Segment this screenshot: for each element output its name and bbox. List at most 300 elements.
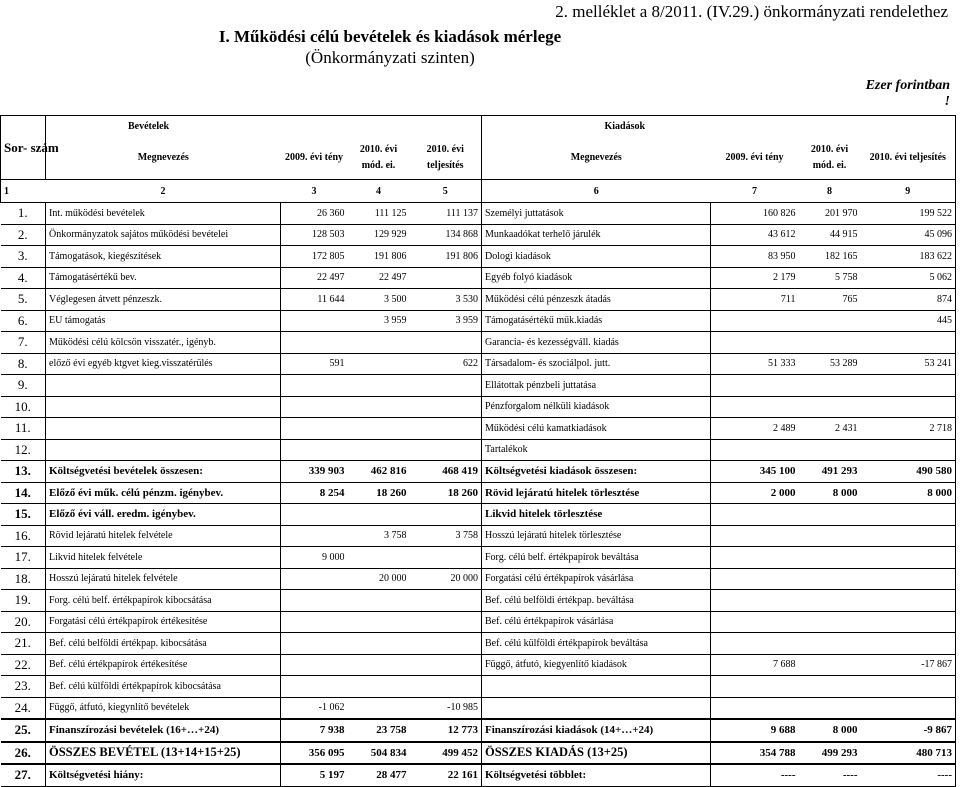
revenue-2009-value	[281, 654, 348, 676]
revenue-2010-telj-value	[410, 633, 482, 655]
revenue-2009-value	[281, 310, 348, 332]
revenue-2010-mod-value	[348, 547, 410, 569]
revenue-name: Támogatásértékű bev.	[46, 267, 281, 289]
expense-2010-telj-value	[861, 439, 956, 461]
expense-name	[482, 676, 711, 698]
expense-name: Bef. célú külföldi értékpapírok beváltása	[482, 633, 711, 655]
revenue-2009-value: 22 497	[281, 267, 348, 289]
expense-2009-value	[711, 504, 799, 526]
revenue-2010-mod-value: 23 758	[348, 719, 410, 742]
expense-2010-mod-value: 491 293	[799, 461, 861, 483]
revenue-name: Hosszú lejáratú hitelek felvétele	[46, 568, 281, 590]
expense-2010-telj-value	[861, 396, 956, 418]
revenue-2010-telj-value	[410, 267, 482, 289]
expense-name: Finanszírozási kiadások (14+…+24)	[482, 719, 711, 742]
expense-2010-mod-value	[799, 568, 861, 590]
row-number: 12.	[1, 439, 46, 461]
revenue-2010-telj-value: 499 452	[410, 742, 482, 765]
table-row	[1, 203, 956, 225]
expense-name: Bef. célú értékpapírok vásárlása	[482, 611, 711, 633]
revenue-2010-mod-value	[348, 654, 410, 676]
expense-2010-telj-value: 5 062	[861, 267, 956, 289]
revenue-2010-telj-value: 111 137	[410, 203, 482, 225]
expense-name: Működési célú pénzeszk átadás	[482, 289, 711, 311]
revenue-2010-mod-value	[348, 633, 410, 655]
expense-group-header: Kiadások	[482, 116, 711, 137]
col-index: 8	[799, 180, 861, 203]
revenue-2010-telj-value: 134 868	[410, 224, 482, 246]
row-number: 18.	[1, 568, 46, 590]
table-row	[1, 719, 956, 742]
revenue-2010-telj-value: 3 530	[410, 289, 482, 311]
unit-text: Ezer forintban	[865, 78, 950, 93]
revenue-2010-mod-value	[348, 332, 410, 354]
table-row	[1, 697, 956, 719]
table-row	[1, 289, 956, 311]
expense-2010-telj-value	[861, 633, 956, 655]
revenue-name: Működési célú kölcsön visszatér., igényb.	[46, 332, 281, 354]
row-number: 15.	[1, 504, 46, 526]
revenue-name: Előző évi műk. célú pénzm. igénybev.	[46, 482, 281, 504]
revenue-2009-value	[281, 590, 348, 612]
revenue-name: Forgatási célú értékpapírok értékesítése	[46, 611, 281, 633]
expense-2009-value: 43 612	[711, 224, 799, 246]
revenue-2010-telj-value	[410, 676, 482, 698]
revenue-name	[46, 396, 281, 418]
revenue-2009-value	[281, 633, 348, 655]
expense-name: Forg. célú belf. értékpapírok beváltása	[482, 547, 711, 569]
unit-mark: !	[944, 94, 950, 109]
table-row	[1, 353, 956, 375]
revenue-2010-mod-value: 3 758	[348, 525, 410, 547]
row-number: 8.	[1, 353, 46, 375]
revenue-2009-value: 356 095	[281, 742, 348, 765]
table-row	[1, 590, 956, 612]
expense-2010-telj-value	[861, 676, 956, 698]
revenue-2009-value	[281, 396, 348, 418]
expense-name: Függő, átfutó, kiegyenlítő kiadások	[482, 654, 711, 676]
row-number: 25.	[1, 719, 46, 742]
table-row	[1, 676, 956, 698]
revenue-2009-value: 339 903	[281, 461, 348, 483]
row-number: 20.	[1, 611, 46, 633]
row-number: 21.	[1, 633, 46, 655]
row-number: 3.	[1, 246, 46, 268]
expense-name: Garancia- és kezességváll. kiadás	[482, 332, 711, 354]
col-index: 4	[348, 180, 410, 203]
expense-2010-mod-value: 201 970	[799, 203, 861, 225]
row-number: 9.	[1, 375, 46, 397]
revenue-2010-mod-value	[348, 439, 410, 461]
expense-2009-value	[711, 547, 799, 569]
expense-2009-value: 51 333	[711, 353, 799, 375]
row-number: 5.	[1, 289, 46, 311]
row-number: 11.	[1, 418, 46, 440]
expense-2009-value: 2 000	[711, 482, 799, 504]
expense-name: Működési célú kamatkiadások	[482, 418, 711, 440]
revenue-name	[46, 439, 281, 461]
revenue-name: Önkormányzatok sajátos működési bevételei	[46, 224, 281, 246]
revenue-2010-telj-value	[410, 504, 482, 526]
expense-2009-value	[711, 310, 799, 332]
table-row	[1, 742, 956, 765]
row-number: 14.	[1, 482, 46, 504]
col-index: 9	[861, 180, 956, 203]
expense-2010-telj-value	[861, 590, 956, 612]
revenue-name	[46, 418, 281, 440]
revenue-2010-telj-value: 622	[410, 353, 482, 375]
revenue-2009-value	[281, 611, 348, 633]
expense-2010-telj-value: 183 622	[861, 246, 956, 268]
expense-2010-telj-value: 2 718	[861, 418, 956, 440]
revenue-2010-mod-value: 3 959	[348, 310, 410, 332]
expense-name: Pénzforgalom nélküli kiadások	[482, 396, 711, 418]
exp-2010-telj-header: 2010. évi teljesítés	[861, 136, 956, 180]
expense-2010-mod-value	[799, 332, 861, 354]
revenue-2009-value: 8 254	[281, 482, 348, 504]
revenue-2009-value	[281, 418, 348, 440]
header-group-row	[1, 116, 956, 137]
expense-2010-telj-value	[861, 375, 956, 397]
revenue-2010-telj-value	[410, 547, 482, 569]
expense-2010-mod-value	[799, 611, 861, 633]
expense-2010-mod-value: 44 915	[799, 224, 861, 246]
revenue-2009-value	[281, 568, 348, 590]
expense-2010-telj-value: 53 241	[861, 353, 956, 375]
expense-2010-mod-value: 8 000	[799, 482, 861, 504]
expense-2010-mod-value	[799, 654, 861, 676]
revenue-name: Likvid hitelek felvétele	[46, 547, 281, 569]
expense-2009-value: 345 100	[711, 461, 799, 483]
expense-2010-mod-value: 499 293	[799, 742, 861, 765]
revenue-name: Rövid lejáratú hitelek felvétele	[46, 525, 281, 547]
revenue-name: Véglegesen átvett pénzeszk.	[46, 289, 281, 311]
revenue-2010-mod-value	[348, 418, 410, 440]
revenue-name: Bef. célú értékpapírok értékesítése	[46, 654, 281, 676]
revenue-2010-mod-value: 191 806	[348, 246, 410, 268]
expense-2010-telj-value	[861, 547, 956, 569]
table-row	[1, 246, 956, 268]
table-row	[1, 461, 956, 483]
table-row	[1, 633, 956, 655]
revenue-2010-telj-value	[410, 590, 482, 612]
expense-2010-mod-value	[799, 525, 861, 547]
expense-2010-mod-value: 765	[799, 289, 861, 311]
revenue-2009-value: 7 938	[281, 719, 348, 742]
expense-2009-value: 711	[711, 289, 799, 311]
revenue-name: Függő, átfutó, kiegynlítő bevételek	[46, 697, 281, 719]
revenue-name: előző évi egyéb ktgvet kieg.visszatérülés	[46, 353, 281, 375]
revenue-name: Költségvetési bevételek összesen:	[46, 461, 281, 483]
row-number: 10.	[1, 396, 46, 418]
revenue-2010-telj-value: 18 260	[410, 482, 482, 504]
expense-2009-value: 354 788	[711, 742, 799, 765]
expense-name: Támogatásértékű műk.kiadás	[482, 310, 711, 332]
rev-2010-telj-header: 2010. évi teljesítés	[426, 143, 464, 171]
revenue-name: Finanszírozási bevételek (16+…+24)	[46, 719, 281, 742]
revenue-name: ÖSSZES BEVÉTEL (13+14+15+25)	[46, 742, 281, 765]
revenue-2009-value: 172 805	[281, 246, 348, 268]
revenue-name: Támogatások, kiegészítések	[46, 246, 281, 268]
expense-name: Rövid lejáratú hitelek törlesztése	[482, 482, 711, 504]
revenue-name: EU támogatás	[46, 310, 281, 332]
expense-2010-mod-value: 53 289	[799, 353, 861, 375]
revenue-2009-value: 11 644	[281, 289, 348, 311]
expense-2010-mod-value	[799, 697, 861, 719]
revenue-2010-telj-value: 468 419	[410, 461, 482, 483]
row-number: 22.	[1, 654, 46, 676]
expense-name: Költségvetési többlet:	[482, 764, 711, 786]
col-index: 2	[46, 180, 281, 203]
revenue-2010-telj-value: 191 806	[410, 246, 482, 268]
expense-2010-mod-value	[799, 310, 861, 332]
table-row	[1, 224, 956, 246]
revenue-2009-value: 591	[281, 353, 348, 375]
row-number: 13.	[1, 461, 46, 483]
row-number: 7.	[1, 332, 46, 354]
revenue-2010-telj-value	[410, 396, 482, 418]
row-number: 23.	[1, 676, 46, 698]
row-number: 16.	[1, 525, 46, 547]
revenue-2010-telj-value	[410, 439, 482, 461]
revenue-2009-value: 26 360	[281, 203, 348, 225]
expense-2010-telj-value	[861, 697, 956, 719]
revenue-2010-telj-value	[410, 654, 482, 676]
expense-name: Forgatási célú értékpapírok vásárlása	[482, 568, 711, 590]
revenue-2010-telj-value: 3 758	[410, 525, 482, 547]
expense-name: Dologi kiadások	[482, 246, 711, 268]
revenue-2009-value	[281, 676, 348, 698]
expense-2010-telj-value	[861, 611, 956, 633]
expense-2009-value	[711, 375, 799, 397]
revenue-2010-telj-value: -10 985	[410, 697, 482, 719]
expense-2009-value	[711, 611, 799, 633]
expense-name: Hosszú lejáratú hitelek törlesztése	[482, 525, 711, 547]
rev-2010-mod-header: 2010. évi mód. ei.	[359, 143, 398, 171]
expense-2010-telj-value: -9 867	[861, 719, 956, 742]
page-title: I. Működési célú bevételek és kiadások mérlege	[218, 27, 562, 46]
revenue-2010-mod-value: 18 260	[348, 482, 410, 504]
expense-2009-value	[711, 590, 799, 612]
expense-name: Egyéb folyó kiadások	[482, 267, 711, 289]
table-row	[1, 525, 956, 547]
table-row	[1, 654, 956, 676]
expense-2010-mod-value	[799, 504, 861, 526]
table-row	[1, 332, 956, 354]
expense-2009-value	[711, 676, 799, 698]
expense-2009-value: 160 826	[711, 203, 799, 225]
expense-2010-telj-value: 874	[861, 289, 956, 311]
row-number: 26.	[1, 742, 46, 765]
revenue-2009-value	[281, 504, 348, 526]
expense-2010-mod-value	[799, 375, 861, 397]
sorszam-header: Sor- szám	[1, 116, 46, 180]
expense-2009-value	[711, 439, 799, 461]
balance-table	[0, 115, 956, 787]
table-row	[1, 267, 956, 289]
expense-2010-mod-value	[799, 439, 861, 461]
expense-name: Társadalom- és szociálpol. jutt.	[482, 353, 711, 375]
col-index: 3	[281, 180, 348, 203]
expense-name: Személyi juttatások	[482, 203, 711, 225]
revenue-name: Előző évi váll. eredm. igénybev.	[46, 504, 281, 526]
revenue-2010-mod-value	[348, 504, 410, 526]
expense-2010-mod-value	[799, 676, 861, 698]
expense-2010-mod-value: 182 165	[799, 246, 861, 268]
expense-2009-value	[711, 525, 799, 547]
expense-2009-value: 7 688	[711, 654, 799, 676]
row-number: 17.	[1, 547, 46, 569]
row-number: 4.	[1, 267, 46, 289]
revenue-2010-telj-value	[410, 375, 482, 397]
revenue-2010-mod-value: 22 497	[348, 267, 410, 289]
col-index: 5	[410, 180, 482, 203]
revenue-name: Bef. célú külföldi értékpapírok kibocsátása	[46, 676, 281, 698]
revenue-2010-telj-value: 22 161	[410, 764, 482, 786]
expense-2009-value	[711, 396, 799, 418]
revenue-name: Forg. célú belf. értékpapírok kibocsátása	[46, 590, 281, 612]
expense-2010-mod-value	[799, 547, 861, 569]
table-row	[1, 547, 956, 569]
expense-2010-mod-value: ----	[799, 764, 861, 786]
row-number: 2.	[1, 224, 46, 246]
expense-2010-telj-value: 8 000	[861, 482, 956, 504]
expense-2010-mod-value: 2 431	[799, 418, 861, 440]
row-number: 1.	[1, 203, 46, 225]
row-number: 19.	[1, 590, 46, 612]
revenue-2010-mod-value	[348, 611, 410, 633]
page-subtitle: (Önkormányzati szinten)	[305, 48, 475, 67]
table-row	[1, 568, 956, 590]
expense-2010-telj-value: 199 522	[861, 203, 956, 225]
col-index: 7	[711, 180, 799, 203]
revenue-name: Költségvetési hiány:	[46, 764, 281, 786]
table-row	[1, 504, 956, 526]
table-row	[1, 418, 956, 440]
expense-2009-value	[711, 332, 799, 354]
revenue-2010-mod-value: 3 500	[348, 289, 410, 311]
row-number: 6.	[1, 310, 46, 332]
revenue-2010-mod-value: 129 929	[348, 224, 410, 246]
expense-2009-value	[711, 568, 799, 590]
unit-label	[866, 78, 950, 110]
expense-2010-mod-value: 8 000	[799, 719, 861, 742]
expense-2009-value: 83 950	[711, 246, 799, 268]
revenue-2010-telj-value: 3 959	[410, 310, 482, 332]
revenue-2010-mod-value	[348, 676, 410, 698]
decree-annex-reference: 2. melléklet a 8/2011. (IV.29.) önkormányzati rendelethez	[555, 2, 948, 21]
table-row	[1, 439, 956, 461]
exp-2009-header: 2009. évi tény	[725, 151, 784, 163]
expense-2010-telj-value	[861, 332, 956, 354]
revenue-2010-telj-value	[410, 332, 482, 354]
expense-2010-telj-value: 445	[861, 310, 956, 332]
revenue-name-header: Megnevezés	[137, 151, 189, 163]
expense-2010-mod-value: 5 758	[799, 267, 861, 289]
revenue-2010-telj-value: 20 000	[410, 568, 482, 590]
exp-2010-mod-header: 2010. évi mód. ei.	[810, 143, 849, 171]
expense-name: Tartalékok	[482, 439, 711, 461]
expense-2009-value	[711, 697, 799, 719]
expense-2010-telj-value: 480 713	[861, 742, 956, 765]
revenue-2009-value: 5 197	[281, 764, 348, 786]
revenue-2009-value: -1 062	[281, 697, 348, 719]
expense-2010-telj-value	[861, 504, 956, 526]
revenue-2009-value	[281, 439, 348, 461]
col-index: 1	[1, 180, 46, 203]
expense-2010-telj-value: -17 867	[861, 654, 956, 676]
revenue-2010-mod-value: 20 000	[348, 568, 410, 590]
revenue-2009-value	[281, 525, 348, 547]
expense-name	[482, 697, 711, 719]
expense-name: Likvid hitelek törlesztése	[482, 504, 711, 526]
row-number: 27.	[1, 764, 46, 786]
revenue-name: Bef. célú belföldi értékpap. kibocsátása	[46, 633, 281, 655]
revenue-2010-telj-value	[410, 418, 482, 440]
expense-name: Bef. célú belföldi értékpap. beváltása	[482, 590, 711, 612]
revenue-2010-mod-value: 462 816	[348, 461, 410, 483]
rev-2009-header: 2009. évi tény	[284, 151, 344, 163]
table-row	[1, 396, 956, 418]
table-row	[1, 611, 956, 633]
revenue-2010-mod-value: 28 477	[348, 764, 410, 786]
expense-2009-value: 2 179	[711, 267, 799, 289]
expense-name: ÖSSZES KIADÁS (13+25)	[482, 742, 711, 765]
revenue-2010-mod-value	[348, 590, 410, 612]
table-row	[1, 375, 956, 397]
col-index: 6	[482, 180, 711, 203]
revenue-2010-mod-value	[348, 353, 410, 375]
expense-2009-value: 9 688	[711, 719, 799, 742]
expense-name: Ellátottak pénzbeli juttatása	[482, 375, 711, 397]
expense-2010-mod-value	[799, 396, 861, 418]
revenue-name	[46, 375, 281, 397]
table-row	[1, 764, 956, 786]
revenue-2010-mod-value: 111 125	[348, 203, 410, 225]
expense-2010-telj-value	[861, 568, 956, 590]
revenue-2010-mod-value	[348, 396, 410, 418]
revenue-2009-value	[281, 375, 348, 397]
revenue-2010-mod-value	[348, 375, 410, 397]
table-body	[1, 203, 956, 787]
revenue-2009-value: 9 000	[281, 547, 348, 569]
expense-2010-telj-value: 45 096	[861, 224, 956, 246]
expense-2010-mod-value	[799, 633, 861, 655]
row-number: 24.	[1, 697, 46, 719]
column-index-row	[1, 180, 956, 203]
revenue-2010-mod-value: 504 834	[348, 742, 410, 765]
expense-2010-mod-value	[799, 590, 861, 612]
expense-2010-telj-value: 490 580	[861, 461, 956, 483]
expense-2010-telj-value	[861, 525, 956, 547]
expense-2009-value: 2 489	[711, 418, 799, 440]
revenue-name: Int. működési bevételek	[46, 203, 281, 225]
revenue-2009-value	[281, 332, 348, 354]
expense-2010-telj-value: ----	[861, 764, 956, 786]
revenue-2010-telj-value	[410, 611, 482, 633]
table-row	[1, 310, 956, 332]
revenue-2010-mod-value	[348, 697, 410, 719]
expense-name: Költségvetési kiadások összesen:	[482, 461, 711, 483]
header-columns-row	[1, 136, 956, 180]
expense-name: Munkaadókat terhelő járulék	[482, 224, 711, 246]
revenue-2010-telj-value: 12 773	[410, 719, 482, 742]
revenue-2009-value: 128 503	[281, 224, 348, 246]
expense-2009-value: ----	[711, 764, 799, 786]
revenue-group-header: Bevételek	[46, 116, 281, 137]
expense-2009-value	[711, 633, 799, 655]
table-row	[1, 482, 956, 504]
